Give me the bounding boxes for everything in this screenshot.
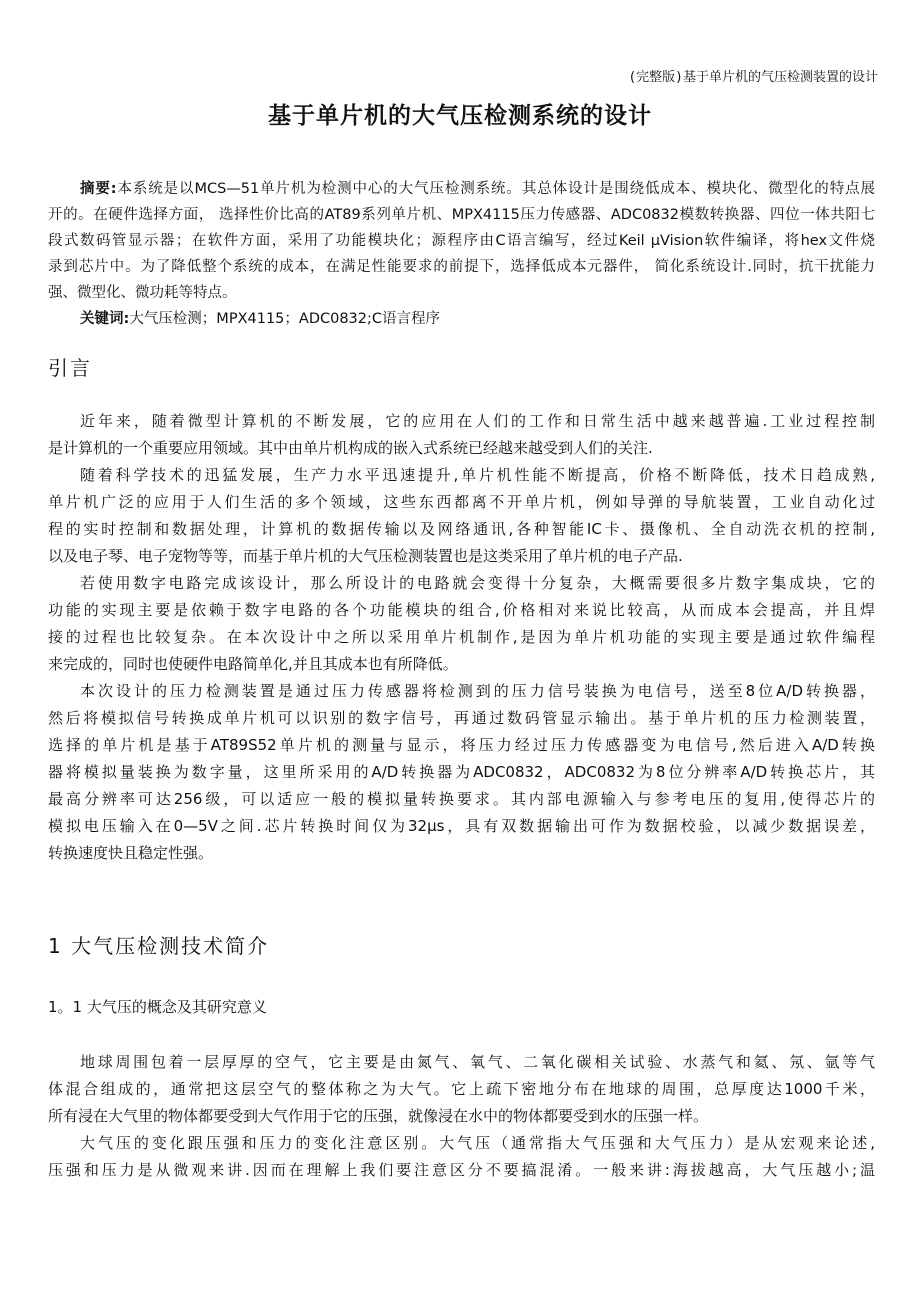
abstract-line: 开的。在硬件选择方面， 选择性价比高的AT89系列单片机、MPX4115压力传感器、ADC0832模数转换器、四位一体共阳七: [48, 207, 875, 223]
paragraph-line: 所有浸在大气里的物体都要受到大气作用于它的压强，就像浸在水中的物体都要受到水的压强一样。: [48, 1107, 709, 1125]
abstract-line: 强、微型化、微功耗等特点。: [48, 285, 237, 301]
paragraph-line: 程的实时控制和数据处理，计算机的数据传输以及网络通讯,各种智能IC卡、摄像机、全自动洗衣机的控制,: [48, 520, 875, 538]
paragraph-line: 单片机广泛的应用于人们生活的多个领域，这些东西都离不开单片机，例如导弹的导航装置，工业自动化过: [48, 493, 875, 511]
paragraph-line: 本次设计的压力检测装置是通过压力传感器将检测到的压力信号装换为电信号，送至8位A/D转换器，: [80, 682, 875, 700]
paragraph-line: 器将模拟量装换为数字量，这里所采用的A/D转换器为ADC0832，ADC0832为8位分辨率A/D转换芯片，其: [48, 763, 875, 781]
paragraph-line: 压强和压力是从微观来讲.因而在理解上我们要注意区分不要搞混淆。一般来讲:海拔越高，大气压越小;温: [48, 1161, 875, 1179]
paragraph-line: 体混合组成的，通常把这层空气的整体称之为大气。它上疏下密地分布在地球的周围，总厚度达1000千米，: [48, 1080, 875, 1098]
paragraph-line: 然后将模拟信号转换成单片机可以识别的数字信号，再通过数码管显示输出。基于单片机的压力检测装置，: [48, 709, 875, 727]
paragraph-line: 选择的单片机是基于AT89S52单片机的测量与显示，将压力经过压力传感器变为电信号,然后进入A/D转换: [48, 736, 875, 754]
running-header: (完整版)基于单片机的气压检测装置的设计: [628, 70, 878, 85]
paragraph-line: 随着科学技术的迅猛发展，生产力水平迅速提升,单片机性能不断提高，价格不断降低，技术日趋成熟,: [80, 466, 875, 484]
keywords: 关键词:大气压检测；MPX4115；ADC0832;C语言程序: [80, 311, 441, 327]
abstract-label: 摘要:: [80, 181, 117, 197]
section-1-1-body: [48, 1049, 875, 1184]
paragraph-line: 来完成的，同时也使硬件电路简单化,并且其成本也有所降低。: [48, 655, 458, 673]
paragraph-line: 最高分辨率可达256级，可以适应一般的模拟量转换要求。其内部电源输入与参考电压的复用,使得芯片的: [48, 790, 875, 808]
intro-body: [48, 408, 875, 867]
abstract-line: 录到芯片中。为了降低整个系统的成本，在满足性能要求的前提下，选择低成本元器件， 简化系统设计.同时，抗干扰能力: [48, 259, 875, 275]
paragraph-line: 是计算机的一个重要应用领域。其中由单片机构成的嵌入式系统已经越来越受到人们的关注.: [48, 439, 653, 457]
paragraph-line: 地球周围包着一层厚厚的空气，它主要是由氮气、氧气、二氧化碳相关试验、水蒸气和氦、氖、氩等气: [80, 1053, 875, 1071]
document-title: 基于单片机的大气压检测系统的设计: [268, 103, 652, 129]
section-heading-intro: 引言: [48, 356, 92, 380]
section-heading-1-1: 1。1 大气压的概念及其研究意义: [48, 998, 267, 1016]
paragraph-line: 若使用数字电路完成该设计，那么所设计的电路就会变得十分复杂，大概需要很多片数字集成块，它的: [80, 574, 875, 592]
paragraph-line: 模拟电压输入在0—5V之间.芯片转换时间仅为32μs，具有双数据输出可作为数据校验，以减少数据误差，: [48, 817, 875, 835]
section-heading-1: 1 大气压检测技术简介: [48, 934, 270, 958]
abstract-line: 段式数码管显示器；在软件方面，采用了功能模块化；源程序由C语言编写，经过Keil μVision软件编译，将hex文件烧: [48, 233, 875, 249]
paragraph-line: 转换速度快且稳定性强。: [48, 844, 214, 862]
abstract: [48, 176, 875, 332]
paragraph-line: 接的过程也比较复杂。在本次设计中之所以采用单片机制作,是因为单片机功能的实现主要是通过软件编程: [48, 628, 875, 646]
paragraph-line: 以及电子琴、电子宠物等等，而基于单片机的大气压检测装置也是这类采用了单片机的电子产品.: [48, 547, 683, 565]
paragraph-line: 大气压的变化跟压强和压力的变化注意区别。大气压（通常指大气压强和大气压力）是从宏观来论述,: [80, 1134, 875, 1152]
abstract-line: 摘要:本系统是以MCS—51单片机为检测中心的大气压检测系统。其总体设计是围绕低成本、模块化、微型化的特点展: [80, 181, 875, 197]
paragraph-line: 近年来，随着微型计算机的不断发展，它的应用在人们的工作和日常生活中越来越普遍.工业过程控制: [80, 412, 875, 430]
paragraph-line: 功能的实现主要是依赖于数字电路的各个功能模块的组合,价格相对来说比较高，从而成本会提高，并且焊: [48, 601, 875, 619]
keywords-label: 关键词:: [80, 311, 130, 327]
